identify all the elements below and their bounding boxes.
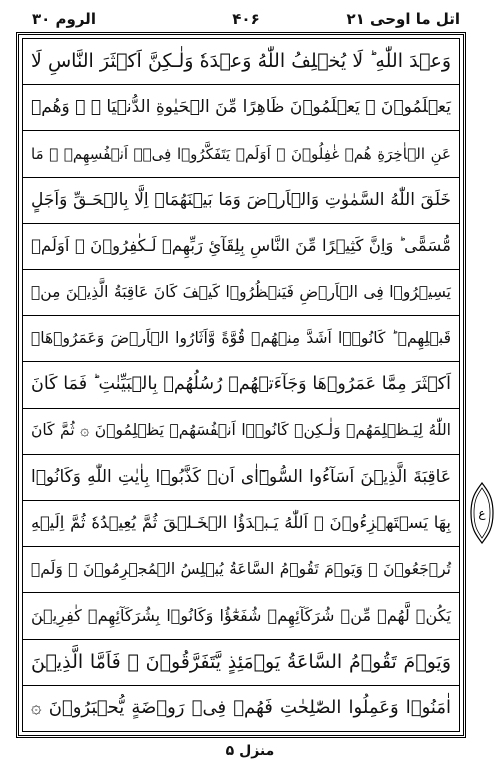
line-text: اَكۡثَرَ مِمَّا عَمَرُوۡهَا وَجَآءَتۡهُمۡ رُسُلُهُمۡ بِالۡبَيِّنٰتِ ؕ فَمَا كَانَ bbox=[31, 374, 451, 395]
line-text: وَيَوۡمَ تَقُوۡمُ السَّاعَةُ يَوۡمَئِذٍ يَّتَفَرَّقُوۡنَ ۞ فَاَمَّا الَّذِيۡنَ bbox=[31, 650, 451, 673]
ruku-ornament-icon bbox=[470, 482, 494, 544]
text-line-15 bbox=[23, 686, 459, 731]
text-line-4 bbox=[23, 178, 459, 224]
line-text: تُرۡجَعُوۡنَ ۞ وَيَوۡمَ تَقُوۡمُ السَّاعَةُ يُبۡلِسُ الۡمُجۡرِمُوۡنَ ۞ وَلَمۡ bbox=[31, 560, 451, 579]
page-number: ۴۰۶ bbox=[232, 10, 260, 28]
line-text: يَكُنۡ لَّهُمۡ مِّنۡ شُرَكَآئِهِمۡ شُفَعٰٓؤُا وَكَانُوۡا بِشُرَكَآئِهِمۡ كٰفِرِيۡنَ bbox=[31, 606, 451, 626]
line-text: اٰمَنُوۡا وَعَمِلُوا الصّٰلِحٰتِ فَهُمۡ فِىۡ رَوۡضَةٍ يُّحۡبَرُوۡنَ ۞ bbox=[31, 697, 451, 719]
line-text: عَنِ الۡاٰخِرَةِ هُمۡ غٰفِلُوۡنَ ۞ اَوَلَمۡ يَتَفَكَّرُوۡا فِىۡۤ اَنۡفُسِهِمۡ ۗ مَا bbox=[31, 144, 451, 163]
text-line-13 bbox=[23, 593, 459, 639]
text-line-1 bbox=[23, 39, 459, 85]
line-text: وَعۡدَ اللّٰهِ ؕ لَا يُخۡلِفُ اللّٰهُ وَعۡدَهٗ وَلٰـكِنَّ اَكۡثَرَ النَّاسِ لَا bbox=[31, 50, 451, 73]
text-line-10 bbox=[23, 455, 459, 501]
text-line-3 bbox=[23, 131, 459, 177]
line-text: يَعۡلَمُوۡنَ ۞ يَعۡلَمُوۡنَ ظَاهِرًا مِّنَ الۡحَيٰوةِ الدُّنۡيَا ۖ ۚ وَهُمۡ bbox=[31, 97, 451, 118]
line-text: قَبۡلِهِمۡ ؕ كَانُوۡۤا اَشَدَّ مِنۡهُمۡ قُوَّةً وَّاَثَارُوا الۡاَرۡضَ وَعَمَرُوۡهَاۤ bbox=[31, 329, 451, 348]
line-text: يَسِيۡرُوۡا فِى الۡاَرۡضِ فَيَنۡظُرُوۡا كَيۡفَ كَانَ عَاقِبَةُ الَّذِيۡنَ مِنۡ bbox=[31, 282, 451, 301]
text-line-7 bbox=[23, 316, 459, 362]
line-text: خَلَقَ اللّٰهُ السَّمٰوٰتِ وَالۡاَرۡضَ وَمَا بَيۡنَهُمَاۤ اِلَّا بِالۡحَـقِّ وَاَجَلٍ bbox=[31, 189, 451, 210]
ruku-marker-label: ع bbox=[478, 506, 486, 520]
line-text: بِهَا يَسۡتَهۡزِءُوۡنَ ۞ اَللّٰهُ يَـبۡدَؤُا الۡخَـلۡقَ ثُمَّ يُعِيۡدُهٗ ثُمَّ اِلَيۡهِ bbox=[31, 513, 451, 533]
line-text: اللّٰهُ لِيَـظۡلِمَهُمۡ وَلٰـكِنۡ كَانُوۡۤا اَنۡفُسَهُمۡ يَظۡلِمُوۡنَ ۞ ثُمَّ كَانَ bbox=[31, 421, 451, 440]
text-line-14 bbox=[23, 640, 459, 686]
manzil-label: منزل ۵ bbox=[225, 743, 275, 759]
page-footer bbox=[0, 740, 500, 759]
text-line-9 bbox=[23, 409, 459, 455]
text-lines bbox=[22, 38, 460, 732]
text-frame bbox=[16, 32, 466, 738]
text-line-5 bbox=[23, 224, 459, 270]
line-text: مُّسَمًّى ؕ وَاِنَّ كَثِيۡرًا مِّنَ النَّاسِ بِلِقَآئِ رَبِّهِمۡ لَـكٰفِرُوۡنَ ۞ اَوَلَمۡ bbox=[31, 236, 451, 256]
juz-name: اتل ما اوحی ۲۱ bbox=[346, 10, 460, 28]
ruku-marker bbox=[470, 482, 494, 544]
text-line-8 bbox=[23, 362, 459, 408]
text-line-12 bbox=[23, 547, 459, 593]
text-line-6 bbox=[23, 270, 459, 316]
text-line-11 bbox=[23, 501, 459, 547]
page-header bbox=[24, 8, 468, 30]
line-text: عَاقِبَةَ الَّذِيۡنَ اَسَآءُوا السُّوۡٓاٰى اَنۡ كَذَّبُوۡا بِاٰيٰتِ اللّٰهِ وَكَانُوۡا bbox=[31, 466, 451, 487]
surah-name: الروم ۳۰ bbox=[32, 10, 96, 28]
text-line-2 bbox=[23, 85, 459, 131]
